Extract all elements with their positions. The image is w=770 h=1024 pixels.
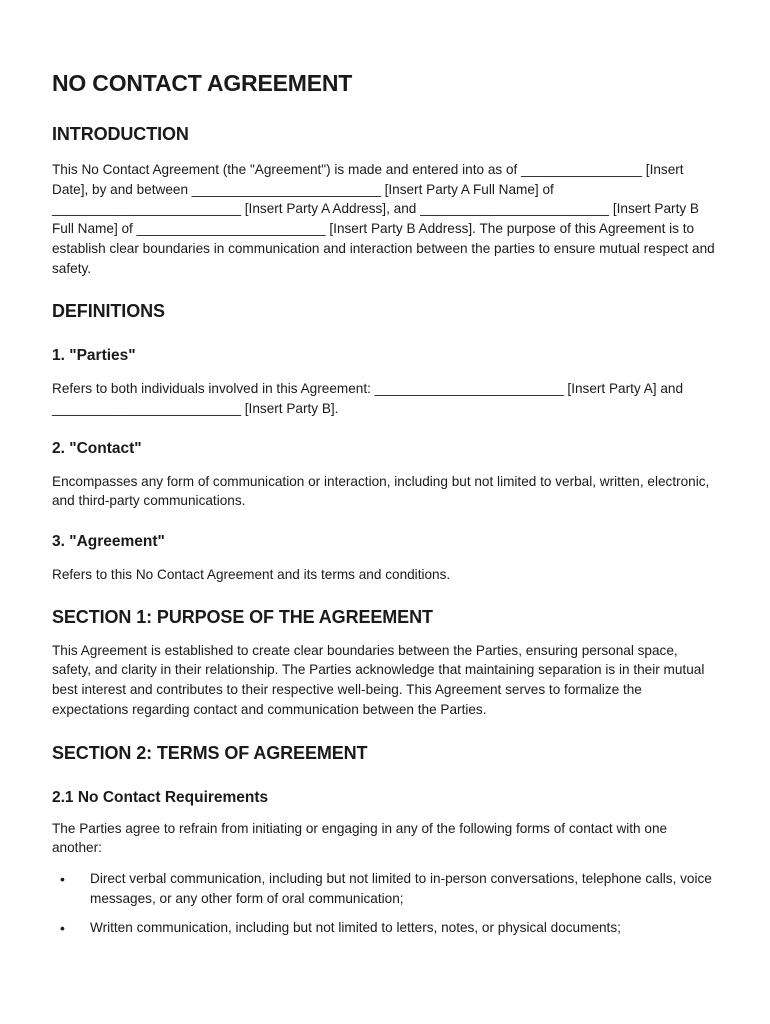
document-title: NO CONTACT AGREEMENT (52, 70, 353, 96)
definition-heading-parties: 1. "Parties" (52, 347, 136, 365)
subsection-paragraph-no-contact: The Parties agree to refrain from initiating or engaging in any of the following forms of contact with one another: (52, 820, 668, 856)
subsection-heading-no-contact: 2.1 No Contact Requirements (52, 788, 269, 806)
definition-heading-contact: 2. "Contact" (52, 439, 142, 457)
introduction-heading: INTRODUCTION (52, 124, 189, 144)
definition-text-parties: Refers to both individuals involved in this Agreement: _________________________ [Insert Party A] and _________________________ [Insert Party B]. (52, 381, 684, 416)
list-item (52, 918, 718, 938)
definitions-heading: DEFINITIONS (52, 301, 165, 322)
bullet-icon: • (60, 870, 65, 887)
list-item (52, 869, 718, 908)
definition-text-agreement: Refers to this No Contact Agreement and its terms and conditions. (52, 567, 451, 583)
section1-paragraph: This Agreement is established to create clear boundaries between the Parties, ensuring personal space, safety, and clarity in their relationship. The Parties acknowledge that maintaining separation is in their mutual best interest and contributes to their respective well-being. This Agreement serves to formalize the expectations regarding contact and communication between the Parties. (52, 642, 705, 717)
list-item-text: Written communication, including but not limited to letters, notes, or physical documents; (90, 920, 621, 936)
definition-text-contact: Encompasses any form of communication or interaction, including but not limited to verbal, written, electronic, and third-party communications. (52, 473, 710, 509)
bullet-icon: • (60, 920, 65, 937)
no-contact-list (52, 869, 718, 938)
definition-heading-agreement: 3. "Agreement" (52, 533, 165, 551)
list-item-text: Direct verbal communication, including but not limited to in-person conversations, telephone calls, voice messages, or any other form of oral communication; (90, 870, 712, 906)
section2-heading: SECTION 2: TERMS OF AGREEMENT (52, 742, 368, 763)
introduction-paragraph: This No Contact Agreement (the "Agreement") is made and entered into as of ________________ [Insert Date], by and between _________________________ [Insert Party A Full Name] of _________________________ [Insert Party A Address], and _________________________ [Insert Party B Full Name] of _________________________ [Insert Party B Address]. The purpose of this Agreement is to establish clear boundaries in communication and interaction between the parties to ensure mutual respect and safety. (52, 162, 715, 276)
section1-heading: SECTION 1: PURPOSE OF THE AGREEMENT (52, 606, 433, 627)
